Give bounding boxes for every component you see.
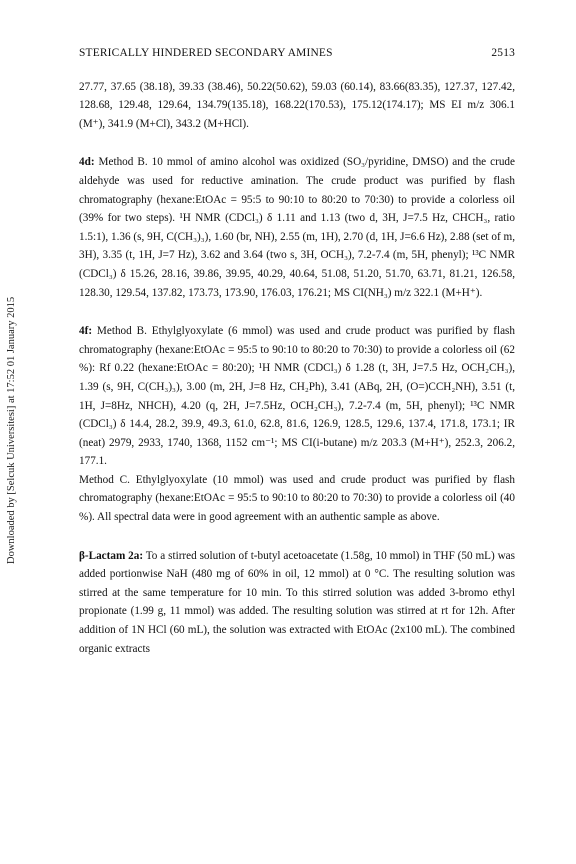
running-title: STERICALLY HINDERED SECONDARY AMINES <box>79 47 333 59</box>
paragraph-text: To a stirred solution of t-butyl acetoacetate (1.58g, 10 mmol) in THF (50 mL) was added portionwise NaH (480 mg of 60% in oil, 12 mmol) at 0 °C. The resulting solution was stirred at the same temperature for 10 min. To this stirred solution was added 3-bromo ethyl propionate (1.99 g, 11 mmol) was added. The resulting solution was stirred at rt for 12h. After addition of 1N HCl (60 mL), the solution was extracted with EtOAc (2x100 mL). The combined organic extracts <box>79 549 515 655</box>
paragraph-text: Method B. 10 mmol of amino alcohol was oxidized (SO₃/pyridine, DMSO) and the crude aldehyde was used for reductive amination. The crude product was purified by flash chromatography (hexane:EtOAc = 95:5 to 90:10 to 80:20 to 70:30) to provide a colorless oil (39% for two steps). ¹H NMR (CDCl₃) δ 1.11 and 1.13 (two d, 3H, J=7.5 Hz, CHCH₃, ratio 1.5:1), 1.36 (s, 9H, C(CH₃)₃), 1.60 (br, NH), 2.55 (m, 1H), 2.70 (d, 1H, J=6.6 Hz), 2.88 (set of m, 3H), 3.35 (t, 1H, J=7 Hz), 3.62 and 3.64 (two s, 3H, OCH₃), 7.2-7.4 (m, 5H, phenyl); ¹³C NMR (CDCl₃) δ 15.26, 28.16, 39.86, 39.95, 40.29, 40.64, 51.08, 51.20, 51.70, 63.71, 81.21, 126.58, 128.30, 129.54, 137.82, 173.73, 173.90, 176.03, 176.21; MS CI(NH₃) m/z 322.1 (M+H⁺). <box>79 156 515 299</box>
paragraph-continuation <box>79 78 515 134</box>
running-header <box>79 44 515 63</box>
paragraph-compound-4f <box>79 322 515 471</box>
paragraph-method-c <box>79 471 515 527</box>
download-watermark: Downloaded by [Selcuk Universitesi] at 17:52 01 January 2015 <box>6 296 17 564</box>
compound-label: 4f: <box>79 325 93 338</box>
paragraph-text: Method C. Ethylglyoxylate (10 mmol) was used and crude product was purified by flash chromatography (hexane:EtOAc = 95:5 to 90:10 to 80:20 to 70:30) to provide a colorless oil (40 %). All spectral data were in good agreement with an authentic sample as above. <box>79 473 515 524</box>
paragraph-text: 27.77, 37.65 (38.18), 39.33 (38.46), 50.22(50.62), 59.03 (60.14), 83.66(83.35), 127.37, 127.42, 128.68, 129.48, 129.64, 134.79(135.18), 168.22(170.53), 175.12(174.17); MS EI m/z 306.1 (M⁺), 341.9 (M+Cl), 343.2 (M+HCl). <box>79 80 515 130</box>
compound-label: 4d: <box>79 156 95 169</box>
paragraph-compound-4d <box>79 153 515 302</box>
journal-page <box>79 44 515 658</box>
page-number: 2513 <box>491 47 515 59</box>
compound-label: β-Lactam 2a: <box>79 549 144 562</box>
paragraph-beta-lactam-2a <box>79 547 515 659</box>
paragraph-text: Method B. Ethylglyoxylate (6 mmol) was used and crude product was purified by flash chromatography (hexane:EtOAc = 95:5 to 90:10 to 80:20 to 70:30) to provide a colorless oil (62 %): Rf 0.22 (hexane:EtOAc = 80:20); ¹H NMR (CDCl₃) δ 1.28 (t, 3H, J=7.5 Hz, OCH₂CH₃), 1.39 (s, 9H, C(CH₃)₃), 3.00 (m, 2H, J=8 Hz, CH₂Ph), 3.41 (ABq, 2H, (O=)CCH₂NH), 3.51 (t, 1H, J=8Hz, NHCH), 4.20 (q, 2H, J=7.5Hz, OCH₂CH₃), 7.2-7.4 (m, 5H, phenyl); ¹³C NMR (CDCl₃) δ 14.4, 28.2, 39.9, 49.3, 61.0, 62.8, 81.6, 126.9, 128.5, 129.6, 137.4, 171.8, 173.1; IR (neat) 2979, 2933, 1740, 1368, 1152 cm⁻¹; MS CI(i-butane) m/z 203.3 (M+H⁺), 252.3, 206.2, 177.1. <box>79 325 515 468</box>
